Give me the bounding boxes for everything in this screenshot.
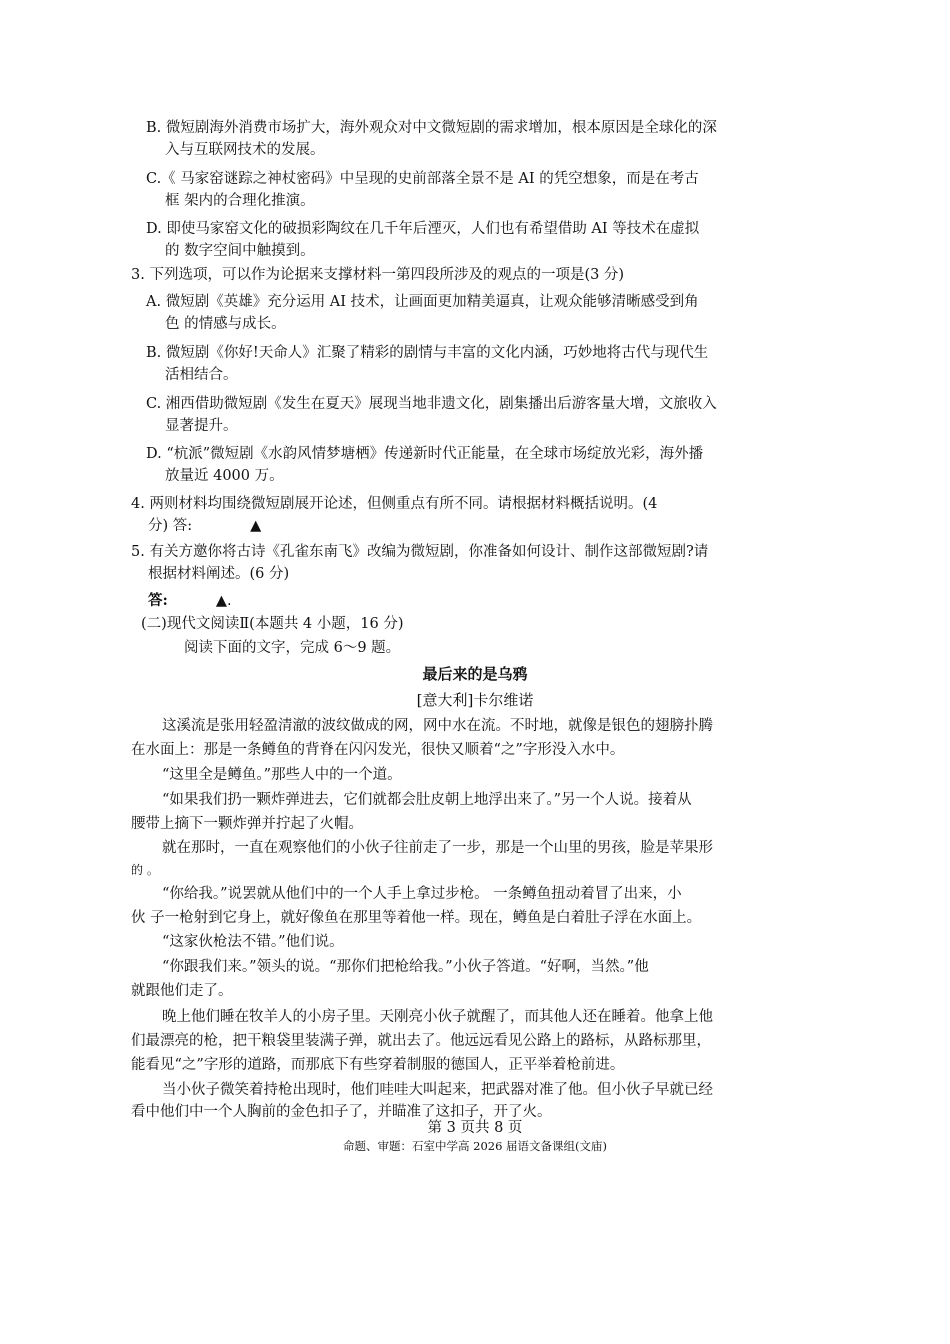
q3-option-a-line2: 色 的情感与成长。 bbox=[165, 316, 286, 332]
q3-option-b-line1: B. 微短剧《你好!天命人》汇聚了精彩的剧情与丰富的文化内涵，巧妙地将古代与现代生 bbox=[146, 345, 709, 361]
q3-option-c-line1: C. 湘西借助微短剧《发生在夏天》展现当地非遗文化，剧集播出后游客量大增，文旅收入 bbox=[146, 396, 717, 412]
story-paragraph-7-line1: “你跟我们来。”领头的说。“那你们把枪给我。”小伙子答道。“好啊，当然。”他 bbox=[162, 959, 649, 975]
q5-line2: 根据材料阐述。(6 分) bbox=[148, 566, 290, 582]
q4-line2 bbox=[148, 516, 261, 536]
q3-option-d-line2: 放量近 4000 万。 bbox=[165, 468, 284, 484]
story-paragraph-4-line2: 的 。 bbox=[131, 863, 159, 877]
story-paragraph-8-line1: 晚上他们睡在牧羊人的小房子里。天刚亮小伙子就醒了，而其他人还在睡着。他拿上他 bbox=[162, 1009, 713, 1025]
q5-answer bbox=[148, 591, 232, 611]
q2-option-b-line1: B. 微短剧海外消费市场扩大，海外观众对中文微短剧的需求增加，根本原因是全球化的深 bbox=[146, 120, 717, 136]
story-paragraph-4-line1: 就在那时，一直在观察他们的小伙子往前走了一步，那是一个山里的男孩，脸是苹果形 bbox=[162, 840, 713, 856]
story-paragraph-1-line2: 在水面上：那是一条鳟鱼的背脊在闪闪发光，很快又顺着“之”字形没入水中。 bbox=[131, 742, 625, 758]
q5-line1: 5. 有关方邀你将古诗《孔雀东南飞》改编为微短剧，你准备如何设计、制作这部微短剧?请 bbox=[131, 544, 709, 560]
q3-option-a-line1: A. 微短剧《英雄》充分运用 AI 技术，让画面更加精美逼真，让观众能够清晰感受到角 bbox=[146, 294, 699, 310]
story-paragraph-9-line2: 看中他们中一个人胸前的金色扣子了，并瞄准了这扣子，开了火。 bbox=[131, 1104, 552, 1120]
story-author: [意大利]卡尔维诺 bbox=[416, 691, 534, 709]
story-paragraph-3-line1: “如果我们扔一颗炸弹进去，它们就都会肚皮朝上地浮出来了。”另一个人说。接着从 bbox=[162, 792, 692, 808]
story-paragraph-5-line1: “你给我。”说罢就从他们中的一个人手上拿过步枪。 一条鳟鱼扭动着冒了出来，小 bbox=[162, 886, 682, 902]
story-paragraph-9-line1: 当小伙子微笑着持枪出现时，他们哇哇大叫起来，把武器对准了他。但小伙子早就已经 bbox=[162, 1082, 713, 1098]
story-paragraph-2: “这里全是鳟鱼。”那些人中的一个道。 bbox=[162, 767, 402, 783]
q2-option-b-line2: 入与互联网技术的发展。 bbox=[165, 142, 325, 158]
footer-credit: 命题、审题：石室中学高 2026 届语文备课组(文庙) bbox=[342, 1139, 608, 1153]
story-paragraph-1-line1: 这溪流是张用轻盈清澈的波纹做成的网，网中水在流。不时地，就像是银色的翅膀扑腾 bbox=[162, 718, 713, 734]
q3-option-d-line1: D. “杭派”微短剧《水韵风情梦塘栖》传递新时代正能量，在全球市场绽放光彩，海外播 bbox=[146, 446, 704, 462]
section-heading: (二)现代文阅读Ⅱ(本题共 4 小题，16 分) bbox=[141, 616, 404, 632]
answer-blank-marker: ▲. bbox=[215, 593, 232, 609]
q4-line1: 4. 两则材料均围绕微短剧展开论述，但侧重点有所不同。请根据材料概括说明。(4 bbox=[131, 496, 658, 512]
story-title: 最后来的是乌鸦 bbox=[422, 665, 528, 683]
section-instruction: 阅读下面的文字，完成 6～9 题。 bbox=[184, 640, 401, 656]
story-paragraph-3-line2: 腰带上摘下一颗炸弹并拧起了火帽。 bbox=[131, 816, 363, 832]
q3-option-b-line2: 活相结合。 bbox=[165, 367, 238, 383]
q2-option-c-line1: C.《 马家窑谜踪之神杖密码》中呈现的史前部落全景不是 AI 的凭空想象，而是在考古 bbox=[146, 171, 699, 187]
page-number: 第 3 页共 8 页 bbox=[427, 1120, 523, 1136]
q3-stem: 3. 下列选项，可以作为论据来支撑材料一第四段所涉及的观点的一项是(3 分) bbox=[131, 267, 625, 283]
story-paragraph-5-line2: 伙 子一枪射到它身上，就好像鱼在那里等着他一样。现在，鳟鱼是白着肚子浮在水面上。 bbox=[131, 910, 702, 926]
story-paragraph-7-line2: 就跟他们走了。 bbox=[131, 983, 233, 999]
q2-option-d-line1: D. 即使马家窑文化的破损彩陶纹在几千年后湮灭，人们也有希望借助 AI 等技术在虚拟 bbox=[146, 221, 700, 237]
q4-answer-label: 分) 答: bbox=[148, 518, 193, 534]
story-paragraph-8-line3: 能看见“之”字形的道路，而那底下有些穿着制服的德国人，正平举着枪前进。 bbox=[131, 1057, 625, 1073]
story-paragraph-8-line2: 们最漂亮的枪，把干粮袋里装满子弹，就出去了。他远远看见公路上的路标，从路标那里， bbox=[131, 1033, 711, 1049]
answer-blank-marker: ▲ bbox=[250, 518, 262, 534]
q2-option-d-line2: 的 数字空间中触摸到。 bbox=[165, 243, 315, 259]
q5-answer-label: 答: bbox=[148, 592, 168, 609]
story-paragraph-6: “这家伙枪法不错。”他们说。 bbox=[162, 934, 344, 950]
q3-option-c-line2: 显著提升。 bbox=[165, 418, 238, 434]
q2-option-c-line2: 框 架内的合理化推演。 bbox=[165, 193, 315, 209]
